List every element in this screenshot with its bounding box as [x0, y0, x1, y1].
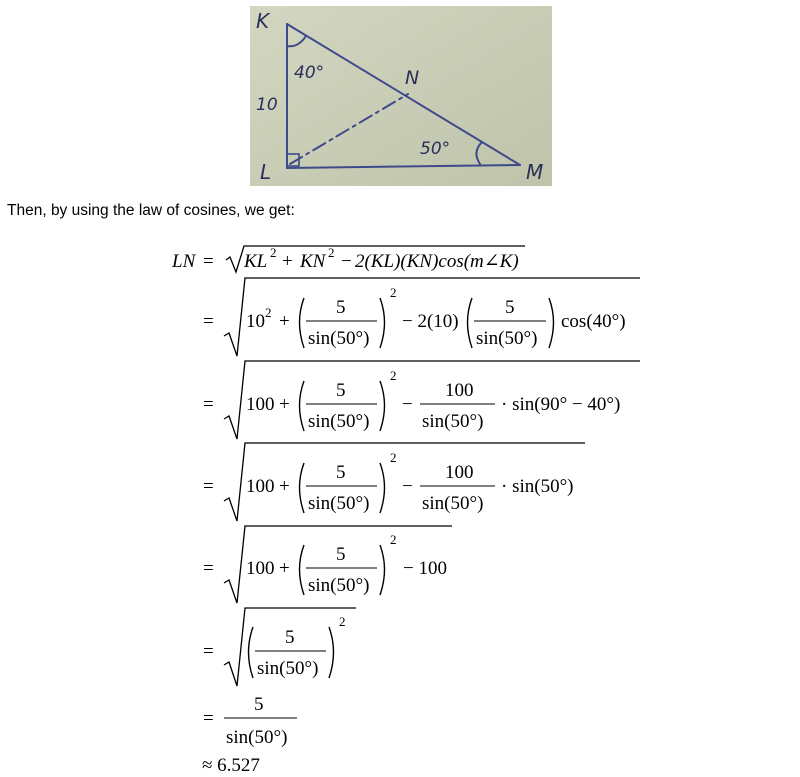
paren-right	[380, 463, 385, 513]
plus-sign: +	[279, 311, 290, 332]
equals-sign: =	[203, 708, 214, 729]
frac-numerator: 5	[285, 627, 295, 648]
frac-denominator: sin(50°)	[308, 575, 370, 596]
equals-sign: =	[203, 394, 214, 415]
equals-sign: =	[203, 251, 214, 272]
term-KN: KN	[300, 251, 326, 272]
equals-sign: =	[203, 476, 214, 497]
plus-sign: +	[282, 251, 293, 272]
term-sin50: · sin(50°)	[501, 476, 574, 497]
frac-numerator: 5	[336, 544, 346, 565]
label-N: N	[405, 67, 420, 89]
paren-right	[380, 381, 385, 431]
frac-numerator-100: 100	[445, 380, 474, 401]
label-angle-M: 50°	[420, 139, 451, 159]
exp-10: 2	[265, 305, 272, 320]
plus-sign: +	[279, 558, 290, 579]
approx-result: ≈ 6.527	[202, 755, 260, 776]
label-angle-K: 40°	[294, 63, 325, 83]
frac-numerator: 5	[336, 462, 346, 483]
exp-square: 2	[339, 614, 346, 629]
frac-denominator: sin(50°)	[308, 328, 370, 349]
equals-sign: =	[203, 558, 214, 579]
frac-denominator: sin(50°)	[422, 493, 484, 514]
paren-left	[249, 627, 254, 678]
paren-left	[300, 381, 305, 431]
paren-right	[329, 627, 334, 678]
paren-left	[300, 463, 305, 513]
term-minus-100: − 100	[403, 558, 447, 579]
frac-numerator: 5	[336, 297, 346, 318]
exp-square: 2	[390, 532, 397, 547]
label-L: L	[260, 160, 272, 184]
term-KL: KL	[244, 251, 268, 272]
exp-KL: 2	[270, 245, 277, 260]
term-10: 10	[246, 311, 265, 332]
term-100: 100	[246, 558, 275, 579]
frac-denominator: sin(50°)	[476, 328, 538, 349]
minus-sign: −	[402, 476, 413, 497]
paren-right	[549, 298, 554, 348]
plus-sign: +	[279, 476, 290, 497]
label-M: M	[526, 160, 544, 184]
equals-sign: =	[203, 641, 214, 662]
exp-KN: 2	[328, 245, 335, 260]
minus-sign: −	[341, 251, 352, 272]
label-KL-length: 10	[256, 95, 278, 115]
term-2-10: − 2(10)	[402, 311, 459, 332]
paren-left	[468, 298, 473, 348]
term-100: 100	[246, 394, 275, 415]
plus-sign: +	[279, 394, 290, 415]
frac-denominator: sin(50°)	[308, 493, 370, 514]
frac-numerator: 5	[505, 297, 515, 318]
paren-left	[300, 545, 305, 595]
label-K: K	[256, 9, 270, 33]
equals-sign: =	[203, 311, 214, 332]
minus-sign: −	[402, 394, 413, 415]
paren-right	[380, 298, 385, 348]
paren-right	[380, 545, 385, 595]
exp-square: 2	[390, 450, 397, 465]
exp-square: 2	[390, 368, 397, 383]
frac-numerator: 5	[336, 380, 346, 401]
frac-denominator: sin(50°)	[226, 727, 288, 748]
term-2KLKN-cosK: 2(KL)(KN)cos(m∠K)	[355, 251, 519, 272]
frac-denominator: sin(50°)	[257, 658, 319, 679]
frac-numerator: 5	[254, 694, 264, 715]
term-100: 100	[246, 476, 275, 497]
intro-text: Then, by using the law of cosines, we get:	[7, 202, 295, 219]
frac-numerator-100: 100	[445, 462, 474, 483]
lhs-LN: LN	[172, 251, 196, 272]
exp-square: 2	[390, 285, 397, 300]
term-sin-90-40: · sin(90° − 40°)	[501, 394, 621, 415]
frac-denominator: sin(50°)	[308, 411, 370, 432]
frac-denominator: sin(50°)	[422, 411, 484, 432]
paren-left	[300, 298, 305, 348]
term-cos40: cos(40°)	[561, 311, 626, 332]
